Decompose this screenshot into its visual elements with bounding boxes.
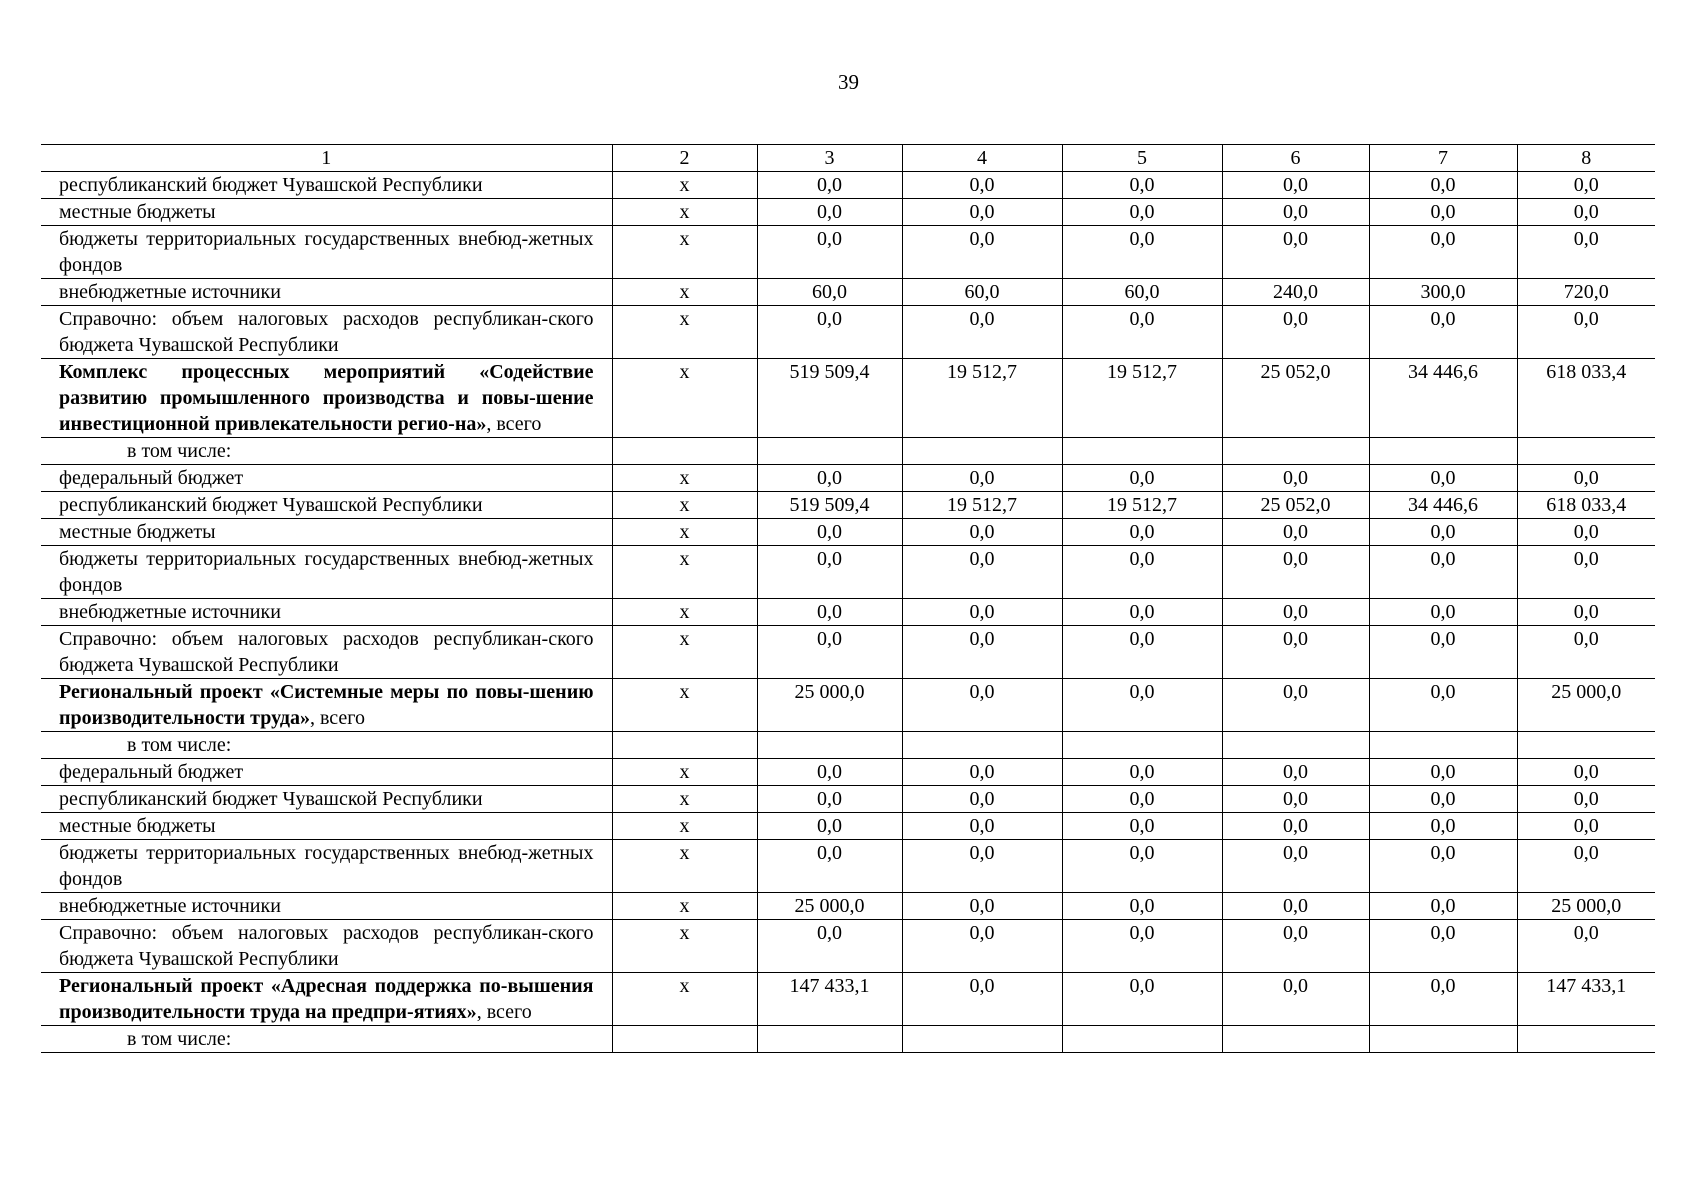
cell-value: 0,0 <box>1369 813 1517 840</box>
cell-value <box>902 732 1062 759</box>
row-label <box>41 359 612 438</box>
cell-value: 34 446,6 <box>1369 359 1517 438</box>
cell-value: 0,0 <box>1222 306 1369 359</box>
cell-value: 618 033,4 <box>1517 359 1655 438</box>
cell-value: 0,0 <box>1369 840 1517 893</box>
cell-col2: х <box>612 626 757 679</box>
cell-col2: х <box>612 199 757 226</box>
cell-value: 0,0 <box>902 465 1062 492</box>
row-label: в том числе: <box>41 732 612 759</box>
row-label: федеральный бюджет <box>41 465 612 492</box>
cell-value: 0,0 <box>1222 786 1369 813</box>
cell-value: 34 446,6 <box>1369 492 1517 519</box>
table-row <box>41 492 1655 519</box>
column-header: 1 <box>41 145 612 172</box>
column-header: 3 <box>757 145 902 172</box>
cell-value: 0,0 <box>1062 920 1222 973</box>
table-row <box>41 973 1655 1026</box>
cell-value <box>1222 438 1369 465</box>
row-label-title: Региональный проект «Адресная поддержка по-вышения производительности труда на предпри-ятиях» <box>59 975 594 1023</box>
cell-value: 25 000,0 <box>757 893 902 920</box>
cell-value: 0,0 <box>902 759 1062 786</box>
cell-value <box>1222 732 1369 759</box>
cell-value: 0,0 <box>1369 973 1517 1026</box>
cell-value: 19 512,7 <box>1062 492 1222 519</box>
cell-value: 19 512,7 <box>902 359 1062 438</box>
cell-value: 25 000,0 <box>1517 893 1655 920</box>
cell-value: 618 033,4 <box>1517 492 1655 519</box>
cell-value: 0,0 <box>757 226 902 279</box>
cell-value <box>757 1026 902 1053</box>
cell-value <box>757 438 902 465</box>
column-header: 6 <box>1222 145 1369 172</box>
cell-value: 0,0 <box>1369 465 1517 492</box>
cell-col2: х <box>612 920 757 973</box>
cell-col2 <box>612 732 757 759</box>
cell-value: 0,0 <box>1369 546 1517 599</box>
cell-value: 0,0 <box>1369 679 1517 732</box>
cell-value: 0,0 <box>1517 306 1655 359</box>
cell-col2: х <box>612 786 757 813</box>
cell-col2 <box>612 438 757 465</box>
cell-value: 25 052,0 <box>1222 359 1369 438</box>
cell-value <box>1517 1026 1655 1053</box>
cell-value: 0,0 <box>1062 679 1222 732</box>
cell-value: 0,0 <box>1517 199 1655 226</box>
table-row <box>41 732 1655 759</box>
row-label: бюджеты территориальных государственных внебюд-жетных фондов <box>41 840 612 893</box>
column-header: 7 <box>1369 145 1517 172</box>
cell-col2: х <box>612 973 757 1026</box>
cell-value: 0,0 <box>1517 759 1655 786</box>
cell-value: 0,0 <box>902 973 1062 1026</box>
budget-table <box>41 144 1655 1053</box>
cell-value: 0,0 <box>757 199 902 226</box>
cell-value: 0,0 <box>902 599 1062 626</box>
cell-value: 0,0 <box>1517 226 1655 279</box>
cell-value <box>902 1026 1062 1053</box>
cell-col2: х <box>612 893 757 920</box>
row-label <box>41 973 612 1026</box>
table-row <box>41 626 1655 679</box>
table-row <box>41 306 1655 359</box>
cell-value: 0,0 <box>902 920 1062 973</box>
cell-value: 0,0 <box>1369 519 1517 546</box>
cell-value <box>1369 732 1517 759</box>
cell-col2: х <box>612 492 757 519</box>
row-label-suffix: , всего <box>309 707 365 729</box>
cell-value <box>902 438 1062 465</box>
cell-value: 0,0 <box>757 519 902 546</box>
row-label-title: Региональный проект «Системные меры по повы-шению производительности труда» <box>59 681 594 729</box>
cell-value: 0,0 <box>757 840 902 893</box>
cell-value: 0,0 <box>1222 679 1369 732</box>
row-label: бюджеты территориальных государственных внебюд-жетных фондов <box>41 546 612 599</box>
cell-value: 300,0 <box>1369 279 1517 306</box>
row-label: в том числе: <box>41 1026 612 1053</box>
cell-value: 0,0 <box>757 306 902 359</box>
cell-value: 0,0 <box>1222 973 1369 1026</box>
cell-value: 0,0 <box>1517 840 1655 893</box>
cell-value: 60,0 <box>1062 279 1222 306</box>
cell-col2: х <box>612 279 757 306</box>
cell-value: 147 433,1 <box>1517 973 1655 1026</box>
cell-value <box>1222 1026 1369 1053</box>
cell-value: 0,0 <box>1369 786 1517 813</box>
cell-value: 147 433,1 <box>757 973 902 1026</box>
cell-value: 0,0 <box>1062 626 1222 679</box>
cell-col2: х <box>612 172 757 199</box>
cell-col2: х <box>612 546 757 599</box>
cell-value: 0,0 <box>1369 199 1517 226</box>
cell-col2: х <box>612 465 757 492</box>
table-row <box>41 759 1655 786</box>
cell-value: 0,0 <box>1062 172 1222 199</box>
page-number: 39 <box>838 70 859 94</box>
cell-value: 0,0 <box>1369 226 1517 279</box>
cell-value: 0,0 <box>1369 759 1517 786</box>
row-label: местные бюджеты <box>41 813 612 840</box>
cell-value: 0,0 <box>902 893 1062 920</box>
cell-col2: х <box>612 226 757 279</box>
cell-col2: х <box>612 359 757 438</box>
cell-col2: х <box>612 599 757 626</box>
row-label: внебюджетные источники <box>41 893 612 920</box>
cell-value: 0,0 <box>902 172 1062 199</box>
cell-value: 0,0 <box>1222 599 1369 626</box>
cell-value: 0,0 <box>1369 599 1517 626</box>
cell-value: 0,0 <box>1062 813 1222 840</box>
table-row <box>41 172 1655 199</box>
cell-value: 19 512,7 <box>902 492 1062 519</box>
cell-value: 0,0 <box>1062 786 1222 813</box>
row-label: внебюджетные источники <box>41 599 612 626</box>
cell-value: 19 512,7 <box>1062 359 1222 438</box>
row-label: в том числе: <box>41 438 612 465</box>
cell-value: 0,0 <box>1369 920 1517 973</box>
table-header-row <box>41 145 1655 172</box>
row-label: местные бюджеты <box>41 199 612 226</box>
cell-value: 25 000,0 <box>1517 679 1655 732</box>
cell-value <box>1062 732 1222 759</box>
cell-value: 0,0 <box>1369 172 1517 199</box>
cell-value: 0,0 <box>1062 840 1222 893</box>
cell-col2 <box>612 1026 757 1053</box>
cell-value: 0,0 <box>902 306 1062 359</box>
column-header: 4 <box>902 145 1062 172</box>
cell-value: 0,0 <box>1369 626 1517 679</box>
table-row <box>41 893 1655 920</box>
cell-value: 0,0 <box>1369 306 1517 359</box>
cell-value: 0,0 <box>902 813 1062 840</box>
cell-value: 0,0 <box>902 226 1062 279</box>
cell-value: 0,0 <box>757 546 902 599</box>
table-row <box>41 438 1655 465</box>
cell-value: 0,0 <box>902 626 1062 679</box>
cell-col2: х <box>612 679 757 732</box>
row-label: бюджеты территориальных государственных внебюд-жетных фондов <box>41 226 612 279</box>
cell-value: 25 000,0 <box>757 679 902 732</box>
row-label <box>41 679 612 732</box>
cell-value: 0,0 <box>902 519 1062 546</box>
table-row <box>41 813 1655 840</box>
cell-value: 0,0 <box>1517 172 1655 199</box>
row-label: федеральный бюджет <box>41 759 612 786</box>
table-row <box>41 599 1655 626</box>
cell-value: 0,0 <box>1222 920 1369 973</box>
cell-value: 0,0 <box>1062 465 1222 492</box>
cell-value: 0,0 <box>1517 465 1655 492</box>
table-row <box>41 546 1655 599</box>
row-label-suffix: , всего <box>476 1001 532 1023</box>
cell-value: 0,0 <box>1062 519 1222 546</box>
cell-value <box>1369 1026 1517 1053</box>
column-header: 8 <box>1517 145 1655 172</box>
cell-value: 720,0 <box>1517 279 1655 306</box>
cell-value: 0,0 <box>1517 599 1655 626</box>
cell-value: 0,0 <box>1517 626 1655 679</box>
row-label-suffix: , всего <box>486 413 542 435</box>
cell-value: 0,0 <box>1062 893 1222 920</box>
column-header: 5 <box>1062 145 1222 172</box>
table-row <box>41 840 1655 893</box>
cell-value: 0,0 <box>1222 226 1369 279</box>
cell-value: 519 509,4 <box>757 359 902 438</box>
cell-value: 60,0 <box>902 279 1062 306</box>
table-row <box>41 1026 1655 1053</box>
cell-value: 0,0 <box>902 840 1062 893</box>
cell-value: 0,0 <box>1062 759 1222 786</box>
cell-value: 0,0 <box>757 172 902 199</box>
table-row <box>41 359 1655 438</box>
row-label-title: Комплекс процессных мероприятий «Содействие развитию промышленного производства и повы-шение инвестиционной привлекательности регио-на» <box>59 361 594 435</box>
table-row <box>41 199 1655 226</box>
cell-value: 0,0 <box>757 626 902 679</box>
cell-value: 0,0 <box>757 759 902 786</box>
row-label: Справочно: объем налоговых расходов республикан-ского бюджета Чувашской Республики <box>41 626 612 679</box>
cell-value: 0,0 <box>757 920 902 973</box>
cell-value: 240,0 <box>1222 279 1369 306</box>
cell-value: 0,0 <box>1062 973 1222 1026</box>
cell-col2: х <box>612 519 757 546</box>
cell-value: 0,0 <box>757 599 902 626</box>
cell-value: 0,0 <box>1062 306 1222 359</box>
cell-col2: х <box>612 306 757 359</box>
cell-value <box>1062 1026 1222 1053</box>
cell-value: 0,0 <box>1222 893 1369 920</box>
cell-value: 0,0 <box>1222 172 1369 199</box>
cell-value: 0,0 <box>1517 920 1655 973</box>
table-row <box>41 920 1655 973</box>
cell-value: 25 052,0 <box>1222 492 1369 519</box>
cell-value: 0,0 <box>757 465 902 492</box>
cell-col2: х <box>612 840 757 893</box>
cell-value <box>1369 438 1517 465</box>
column-header: 2 <box>612 145 757 172</box>
cell-value: 0,0 <box>1222 759 1369 786</box>
cell-value: 0,0 <box>1222 519 1369 546</box>
cell-value: 0,0 <box>1369 893 1517 920</box>
cell-value <box>1517 438 1655 465</box>
row-label: республиканский бюджет Чувашской Республики <box>41 786 612 813</box>
cell-value: 0,0 <box>1517 786 1655 813</box>
cell-value: 519 509,4 <box>757 492 902 519</box>
cell-value: 0,0 <box>757 813 902 840</box>
table-row <box>41 786 1655 813</box>
cell-value: 0,0 <box>1062 599 1222 626</box>
cell-value: 0,0 <box>1062 546 1222 599</box>
table-row <box>41 465 1655 492</box>
cell-value: 0,0 <box>902 199 1062 226</box>
cell-col2: х <box>612 759 757 786</box>
cell-value: 0,0 <box>902 786 1062 813</box>
cell-value: 0,0 <box>1517 546 1655 599</box>
cell-value <box>1062 438 1222 465</box>
cell-value: 0,0 <box>1222 840 1369 893</box>
cell-value: 0,0 <box>1062 199 1222 226</box>
cell-col2: х <box>612 813 757 840</box>
row-label: Справочно: объем налоговых расходов республикан-ского бюджета Чувашской Республики <box>41 306 612 359</box>
cell-value: 0,0 <box>1222 465 1369 492</box>
cell-value: 60,0 <box>757 279 902 306</box>
row-label: республиканский бюджет Чувашской Республики <box>41 172 612 199</box>
table-row <box>41 519 1655 546</box>
cell-value: 0,0 <box>902 546 1062 599</box>
cell-value <box>757 732 902 759</box>
cell-value: 0,0 <box>1222 626 1369 679</box>
cell-value: 0,0 <box>1517 519 1655 546</box>
cell-value <box>1517 732 1655 759</box>
row-label: местные бюджеты <box>41 519 612 546</box>
table-row <box>41 226 1655 279</box>
cell-value: 0,0 <box>1222 546 1369 599</box>
cell-value: 0,0 <box>1222 813 1369 840</box>
cell-value: 0,0 <box>902 679 1062 732</box>
cell-value: 0,0 <box>1062 226 1222 279</box>
table-row <box>41 679 1655 732</box>
row-label: Справочно: объем налоговых расходов республикан-ского бюджета Чувашской Республики <box>41 920 612 973</box>
row-label: внебюджетные источники <box>41 279 612 306</box>
cell-value: 0,0 <box>1517 813 1655 840</box>
table-row <box>41 279 1655 306</box>
cell-value: 0,0 <box>1222 199 1369 226</box>
cell-value: 0,0 <box>757 786 902 813</box>
row-label: республиканский бюджет Чувашской Республики <box>41 492 612 519</box>
